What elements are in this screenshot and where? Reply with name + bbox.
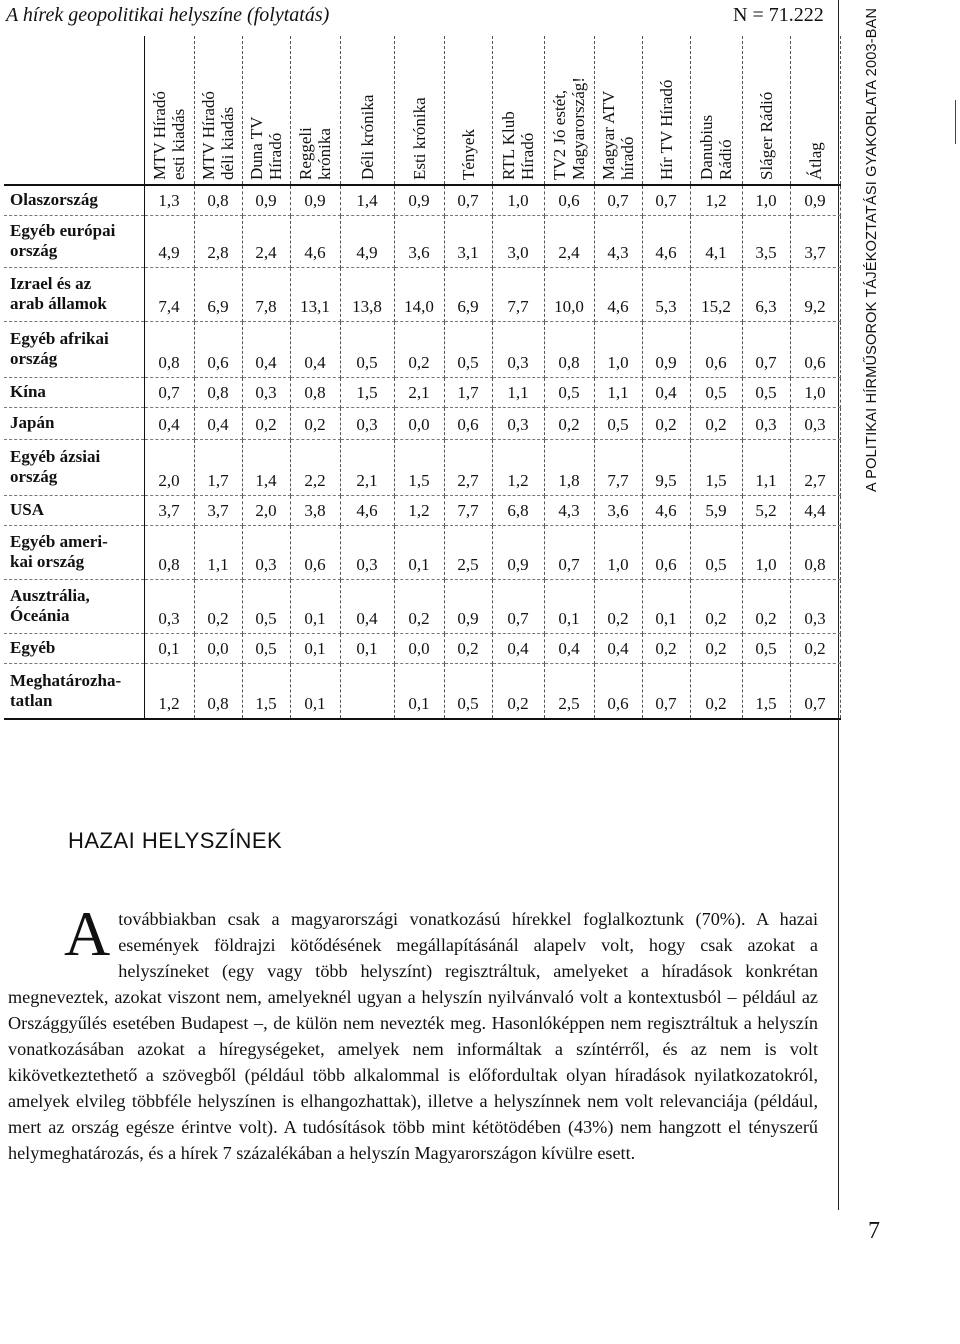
table-cell: 1,0 bbox=[594, 525, 642, 579]
table-cell: 0,9 bbox=[290, 185, 340, 215]
table-cell: 9,2 bbox=[790, 267, 840, 321]
column-header bbox=[290, 36, 340, 185]
column-header-line: Híradó bbox=[518, 132, 537, 180]
table-cell: 4,9 bbox=[144, 215, 194, 267]
table-cell: 2,4 bbox=[242, 215, 290, 267]
table-cell: 1,0 bbox=[594, 321, 642, 377]
table-cell: 0,2 bbox=[492, 663, 544, 719]
table-cell: 14,0 bbox=[394, 267, 444, 321]
column-header bbox=[594, 36, 642, 185]
table-body bbox=[4, 185, 840, 719]
table-cell: 1,1 bbox=[492, 377, 544, 407]
column-header-line: MTV Híradó bbox=[150, 91, 169, 180]
row-label-line: Egyéb ameri- bbox=[10, 532, 108, 551]
column-header-line: esti kiadás bbox=[169, 108, 188, 180]
section-title: HAZAI HELYSZÍNEK bbox=[68, 828, 283, 853]
column-header bbox=[544, 36, 594, 185]
table-cell: 1,0 bbox=[742, 525, 790, 579]
table-cell: 0,9 bbox=[394, 185, 444, 215]
table-cell: 0,1 bbox=[642, 579, 690, 633]
row-label-line: ország bbox=[10, 349, 58, 368]
table-cell: 0,7 bbox=[492, 579, 544, 633]
row-label-line: Meghatározha- bbox=[10, 670, 122, 690]
row-label bbox=[4, 525, 144, 579]
column-header bbox=[444, 36, 492, 185]
table-cell: 1,2 bbox=[394, 495, 444, 525]
table-corner bbox=[4, 36, 144, 185]
column-header-line: krónika bbox=[315, 128, 334, 180]
table-cell: 0,9 bbox=[444, 579, 492, 633]
table-cell: 3,0 bbox=[492, 215, 544, 267]
table-row bbox=[4, 321, 840, 377]
table-cell: 10,0 bbox=[544, 267, 594, 321]
table-cell: 4,4 bbox=[790, 495, 840, 525]
table-cell: 0,3 bbox=[492, 321, 544, 377]
table-cell: 0,7 bbox=[144, 377, 194, 407]
table-cell: 0,3 bbox=[242, 525, 290, 579]
table-cell: 0,8 bbox=[194, 377, 242, 407]
table-cell: 7,8 bbox=[242, 267, 290, 321]
page-number: 7 bbox=[868, 1218, 880, 1244]
row-label-line: Egyéb ázsiai bbox=[10, 447, 101, 466]
row-label-line: ország bbox=[10, 241, 58, 260]
table-row bbox=[4, 407, 840, 439]
table-cell: 6,9 bbox=[194, 267, 242, 321]
column-header-label bbox=[599, 40, 637, 180]
table-cell: 0,1 bbox=[290, 579, 340, 633]
table-cell: 0,2 bbox=[790, 633, 840, 663]
column-header bbox=[642, 36, 690, 185]
column-header-line: Magyarország! bbox=[569, 77, 588, 180]
table-cell: 0,0 bbox=[394, 633, 444, 663]
table-header-row bbox=[4, 36, 840, 185]
table-row bbox=[4, 439, 840, 495]
column-header-label bbox=[550, 40, 588, 180]
column-header-label bbox=[499, 40, 537, 180]
table-cell: 2,7 bbox=[790, 439, 840, 495]
table-cell: 0,3 bbox=[340, 525, 394, 579]
table-cell: 0,2 bbox=[290, 407, 340, 439]
row-label bbox=[4, 321, 144, 377]
row-label bbox=[4, 579, 144, 633]
table-cell: 0,5 bbox=[690, 525, 742, 579]
column-header-line: Magyar ATV bbox=[599, 90, 618, 180]
table-cell: 1,0 bbox=[742, 185, 790, 215]
column-header-label bbox=[410, 40, 429, 180]
column-header bbox=[690, 36, 742, 185]
table-cell: 0,7 bbox=[642, 185, 690, 215]
table-cell: 0,6 bbox=[790, 321, 840, 377]
table-cell: 0,5 bbox=[340, 321, 394, 377]
table-cell: 0,2 bbox=[594, 579, 642, 633]
table-cell: 1,8 bbox=[544, 439, 594, 495]
row-label-line: Egyéb afrikai bbox=[10, 329, 109, 348]
table-cell: 1,7 bbox=[194, 439, 242, 495]
table-cell: 0,2 bbox=[742, 579, 790, 633]
table-cell: 2,5 bbox=[444, 525, 492, 579]
table-cell: 0,2 bbox=[544, 407, 594, 439]
table-cell: 0,2 bbox=[242, 407, 290, 439]
row-label bbox=[4, 439, 144, 495]
table-cell: 0,3 bbox=[492, 407, 544, 439]
table-cell: 2,8 bbox=[194, 215, 242, 267]
table-row bbox=[4, 185, 840, 215]
row-label bbox=[4, 407, 144, 439]
column-header-line: Déli krónika bbox=[357, 94, 377, 180]
table-cell: 1,7 bbox=[444, 377, 492, 407]
column-header bbox=[394, 36, 444, 185]
row-label-line: Egyéb európai bbox=[10, 221, 116, 240]
column-header-line: MTV Híradó bbox=[199, 91, 218, 180]
table-cell: 0,6 bbox=[444, 407, 492, 439]
table-cell: 0,2 bbox=[642, 407, 690, 439]
table-cell: 0,2 bbox=[394, 579, 444, 633]
column-header-line: RTL Klub bbox=[499, 111, 518, 180]
table-cell: 0,7 bbox=[544, 525, 594, 579]
row-label bbox=[4, 633, 144, 663]
column-header bbox=[492, 36, 544, 185]
table-cell: 0,6 bbox=[194, 321, 242, 377]
table-cell: 0,5 bbox=[742, 377, 790, 407]
column-header-line: Tények bbox=[458, 129, 478, 180]
table-cell: 3,7 bbox=[790, 215, 840, 267]
table-cell: 2,2 bbox=[290, 439, 340, 495]
table-cell: 6,3 bbox=[742, 267, 790, 321]
table-cell: 0,3 bbox=[790, 579, 840, 633]
row-label bbox=[4, 185, 144, 215]
table-cell: 6,8 bbox=[492, 495, 544, 525]
table-cell: 0,2 bbox=[444, 633, 492, 663]
table-cell: 1,1 bbox=[194, 525, 242, 579]
table-cell: 0,0 bbox=[394, 407, 444, 439]
table-cell: 0,7 bbox=[742, 321, 790, 377]
margin-tick bbox=[955, 100, 956, 144]
table-cell: 1,5 bbox=[690, 439, 742, 495]
table-cell: 0,5 bbox=[444, 321, 492, 377]
table-cell: 0,5 bbox=[242, 633, 290, 663]
table-cell: 0,2 bbox=[690, 663, 742, 719]
table-cell: 0,1 bbox=[290, 633, 340, 663]
table-cell: 7,4 bbox=[144, 267, 194, 321]
column-header-label bbox=[150, 40, 188, 180]
body-paragraph: továbbiakban csak a magyarországi vonatkozású hírekkel foglalkoztunk (70%). A hazai események földrajzi kötődésének megállapításánál alapelv volt, hogy csak azokat a helyszíneket (egy vagy több helyszínt) regisztráltuk, amelyeket a híradások konkrétan megneveztek, azokat viszont nem, amelyeknél ugyan a helyszín nyilvánvaló volt a kontextusból – például az Országgyűlés esetében Budapest –, de külön nem nevezték meg. Hasonlóképpen nem regisztráltuk a helyszín vonatkozásában azokat a híregységeket, amelyek nem informáltak a színtérről, és az nem is volt kikövetkeztethető a szövegből (például több alkalommal is előfordultak olyan híradások nyilatkozatokról, amelyek elvileg többféle helyszínen is elhangozhattak), illetve a helyszínnek nem volt relevanciája (például, mert az ország egésze érintve volt). A tudósítások több mint kétötödében (43%) nem hangzott el tényszerű helymeghatározás, és a hírek 7 százalékában a helyszín Magyarországon kívülre esett. bbox=[8, 909, 818, 1163]
table-cell: 0,4 bbox=[492, 633, 544, 663]
table-cell: 1,4 bbox=[340, 185, 394, 215]
table-cell: 1,5 bbox=[340, 377, 394, 407]
table-cell: 2,1 bbox=[340, 439, 394, 495]
column-header bbox=[340, 36, 394, 185]
table-cell: 0,3 bbox=[340, 407, 394, 439]
table-cell: 0,8 bbox=[790, 525, 840, 579]
table-cell: 0,4 bbox=[290, 321, 340, 377]
table-cell: 0,1 bbox=[394, 663, 444, 719]
table-row bbox=[4, 663, 840, 719]
table-row bbox=[4, 525, 840, 579]
table-cell: 0,9 bbox=[642, 321, 690, 377]
table-row bbox=[4, 579, 840, 633]
table-cell: 0,2 bbox=[690, 633, 742, 663]
column-header-line: Rádió bbox=[716, 139, 735, 180]
table-cell: 0,7 bbox=[642, 663, 690, 719]
column-header-label bbox=[806, 40, 825, 180]
column-header-label bbox=[247, 40, 285, 180]
drop-cap: A bbox=[64, 898, 111, 969]
row-label bbox=[4, 495, 144, 525]
table-cell: 3,8 bbox=[290, 495, 340, 525]
table-cell: 0,5 bbox=[242, 579, 290, 633]
table-cell: 1,1 bbox=[594, 377, 642, 407]
table-cell: 4,6 bbox=[642, 215, 690, 267]
table-row bbox=[4, 377, 840, 407]
column-header-line: Danubius bbox=[697, 114, 716, 180]
table-cell: 0,7 bbox=[444, 185, 492, 215]
table-cell: 7,7 bbox=[492, 267, 544, 321]
row-label bbox=[4, 663, 144, 719]
column-header bbox=[790, 36, 840, 185]
table-cell: 1,1 bbox=[742, 439, 790, 495]
table-cell: 15,2 bbox=[690, 267, 742, 321]
table-cell: 0,4 bbox=[340, 579, 394, 633]
row-label-line: arab államok bbox=[10, 294, 107, 313]
table-cell: 1,4 bbox=[242, 439, 290, 495]
table-cell: 1,3 bbox=[144, 185, 194, 215]
body-text bbox=[8, 898, 818, 1166]
geo-table bbox=[4, 36, 841, 720]
table-cell: 1,5 bbox=[742, 663, 790, 719]
table-cell: 0,6 bbox=[642, 525, 690, 579]
table-cell: 5,3 bbox=[642, 267, 690, 321]
row-label-line: ország bbox=[10, 467, 58, 486]
table-cell: 4,3 bbox=[594, 215, 642, 267]
column-header-line: Reggeli bbox=[296, 127, 315, 180]
column-header-label bbox=[757, 40, 776, 180]
table-cell: 0,5 bbox=[444, 663, 492, 719]
table-cell: 0,1 bbox=[144, 633, 194, 663]
table-cell: 0,8 bbox=[144, 321, 194, 377]
column-header-label bbox=[199, 40, 237, 180]
table-cell: 0,4 bbox=[242, 321, 290, 377]
running-title bbox=[858, 0, 886, 492]
column-header-line: Átlag bbox=[805, 142, 825, 180]
table-row bbox=[4, 267, 840, 321]
table-row bbox=[4, 215, 840, 267]
row-label bbox=[4, 215, 144, 267]
table-cell: 3,7 bbox=[194, 495, 242, 525]
column-header-line: híradó bbox=[618, 136, 637, 180]
column-header-line: Hír TV Híradó bbox=[656, 79, 676, 180]
column-header-line: Sláger Rádió bbox=[756, 91, 776, 180]
table-cell: 0,5 bbox=[742, 633, 790, 663]
table-cell: 0,1 bbox=[340, 633, 394, 663]
table-cell: 1,2 bbox=[144, 663, 194, 719]
table-cell: 0,4 bbox=[642, 377, 690, 407]
table-cell: 0,6 bbox=[544, 185, 594, 215]
row-label bbox=[4, 267, 144, 321]
table-cell: 7,7 bbox=[594, 439, 642, 495]
row-label-line: Ausztrália, bbox=[10, 586, 90, 605]
row-label-line: kai ország bbox=[10, 552, 85, 571]
table-cell: 0,2 bbox=[690, 407, 742, 439]
table-cell: 2,7 bbox=[444, 439, 492, 495]
table-cell: 1,2 bbox=[690, 185, 742, 215]
column-header bbox=[742, 36, 790, 185]
column-header-label bbox=[459, 40, 478, 180]
row-label-line: Izrael és az bbox=[10, 274, 92, 293]
row-label-line: USA bbox=[10, 500, 45, 519]
table-cell: 4,6 bbox=[340, 495, 394, 525]
table-cell: 13,8 bbox=[340, 267, 394, 321]
table-cell: 0,1 bbox=[290, 663, 340, 719]
table-cell: 1,0 bbox=[492, 185, 544, 215]
column-header-label bbox=[657, 40, 676, 180]
table-cell: 0,8 bbox=[194, 185, 242, 215]
table-cell: 2,0 bbox=[242, 495, 290, 525]
table-cell: 3,7 bbox=[144, 495, 194, 525]
column-header-line: déli kiadás bbox=[218, 106, 237, 180]
row-label-line: Japán bbox=[10, 413, 55, 432]
column-header-line: Esti krónika bbox=[409, 97, 429, 180]
table-cell: 4,1 bbox=[690, 215, 742, 267]
row-label-line: Kína bbox=[10, 382, 46, 401]
table-cell: 4,6 bbox=[290, 215, 340, 267]
row-label-line: Óceánia bbox=[10, 606, 70, 625]
table-cell: 0,2 bbox=[690, 579, 742, 633]
table-cell: 0,8 bbox=[194, 663, 242, 719]
table-cell: 4,6 bbox=[594, 267, 642, 321]
table-cell: 0,4 bbox=[194, 407, 242, 439]
table-cell: 2,1 bbox=[394, 377, 444, 407]
table-cell: 0,3 bbox=[790, 407, 840, 439]
table-cell: 0,0 bbox=[194, 633, 242, 663]
column-header-line: Híradó bbox=[266, 132, 285, 180]
table-cell: 1,2 bbox=[492, 439, 544, 495]
table-cell: 0,2 bbox=[642, 633, 690, 663]
table-cell: 4,9 bbox=[340, 215, 394, 267]
column-header-label bbox=[697, 40, 735, 180]
running-title-text: A POLITIKAI HÍRMŰSOROK TÁJÉKOZTATÁSI GYAKORLATA 2003-BAN bbox=[864, 7, 880, 492]
table-cell: 1,0 bbox=[790, 377, 840, 407]
column-header bbox=[194, 36, 242, 185]
table-cell: 0,5 bbox=[690, 377, 742, 407]
table-cell: 4,6 bbox=[642, 495, 690, 525]
column-header-label bbox=[358, 40, 377, 180]
row-label-line: tatlan bbox=[10, 690, 53, 710]
table-cell: 0,6 bbox=[594, 663, 642, 719]
column-header-label bbox=[296, 40, 334, 180]
table-cell: 0,1 bbox=[394, 525, 444, 579]
table-cell: 0,3 bbox=[242, 377, 290, 407]
table-cell: 0,9 bbox=[492, 525, 544, 579]
column-header bbox=[144, 36, 194, 185]
column-header-line: Duna TV bbox=[247, 116, 266, 180]
column-header-line: TV2 Jó estét, bbox=[550, 89, 569, 180]
table-cell: 0,7 bbox=[790, 663, 840, 719]
column-header bbox=[242, 36, 290, 185]
table-cell: 2,4 bbox=[544, 215, 594, 267]
table-cell: 13,1 bbox=[290, 267, 340, 321]
table-cell: 0,5 bbox=[544, 377, 594, 407]
table-cell: 0,6 bbox=[290, 525, 340, 579]
table-cell: 0,2 bbox=[194, 579, 242, 633]
table-cell: 7,7 bbox=[444, 495, 492, 525]
table-cell: 4,3 bbox=[544, 495, 594, 525]
table-cell: 0,9 bbox=[790, 185, 840, 215]
table-cell: 0,8 bbox=[144, 525, 194, 579]
table-cell: 3,6 bbox=[394, 215, 444, 267]
table-cell: 0,8 bbox=[290, 377, 340, 407]
table-cell: 0,8 bbox=[544, 321, 594, 377]
table-cell: 0,7 bbox=[594, 185, 642, 215]
table-cell: 9,5 bbox=[642, 439, 690, 495]
table-cell: 0,4 bbox=[594, 633, 642, 663]
table-cell: 0,4 bbox=[144, 407, 194, 439]
table-cell: 0,1 bbox=[544, 579, 594, 633]
table-cell: 6,9 bbox=[444, 267, 492, 321]
row-label-line: Egyéb bbox=[10, 638, 56, 657]
table-cell: 2,5 bbox=[544, 663, 594, 719]
row-label bbox=[4, 377, 144, 407]
table-cell: 0,9 bbox=[242, 185, 290, 215]
table-cell: 0,6 bbox=[690, 321, 742, 377]
table-cell: 3,1 bbox=[444, 215, 492, 267]
table-cell: 1,5 bbox=[242, 663, 290, 719]
row-label-line: Olaszország bbox=[10, 190, 98, 210]
table-cell: 3,6 bbox=[594, 495, 642, 525]
sample-size: N = 71.222 bbox=[733, 4, 824, 26]
table-cell: 0,4 bbox=[544, 633, 594, 663]
table-cell: 5,9 bbox=[690, 495, 742, 525]
table-row bbox=[4, 495, 840, 525]
table-cell bbox=[340, 663, 394, 719]
table-cell: 2,0 bbox=[144, 439, 194, 495]
table-cell: 1,5 bbox=[394, 439, 444, 495]
table-cell: 0,2 bbox=[394, 321, 444, 377]
table-cell: 3,5 bbox=[742, 215, 790, 267]
table-cell: 0,5 bbox=[594, 407, 642, 439]
table-cell: 5,2 bbox=[742, 495, 790, 525]
table-row bbox=[4, 633, 840, 663]
table-cell: 0,3 bbox=[742, 407, 790, 439]
table-cell: 0,3 bbox=[144, 579, 194, 633]
table-caption: A hírek geopolitikai helyszíne (folytatás) bbox=[6, 4, 330, 26]
